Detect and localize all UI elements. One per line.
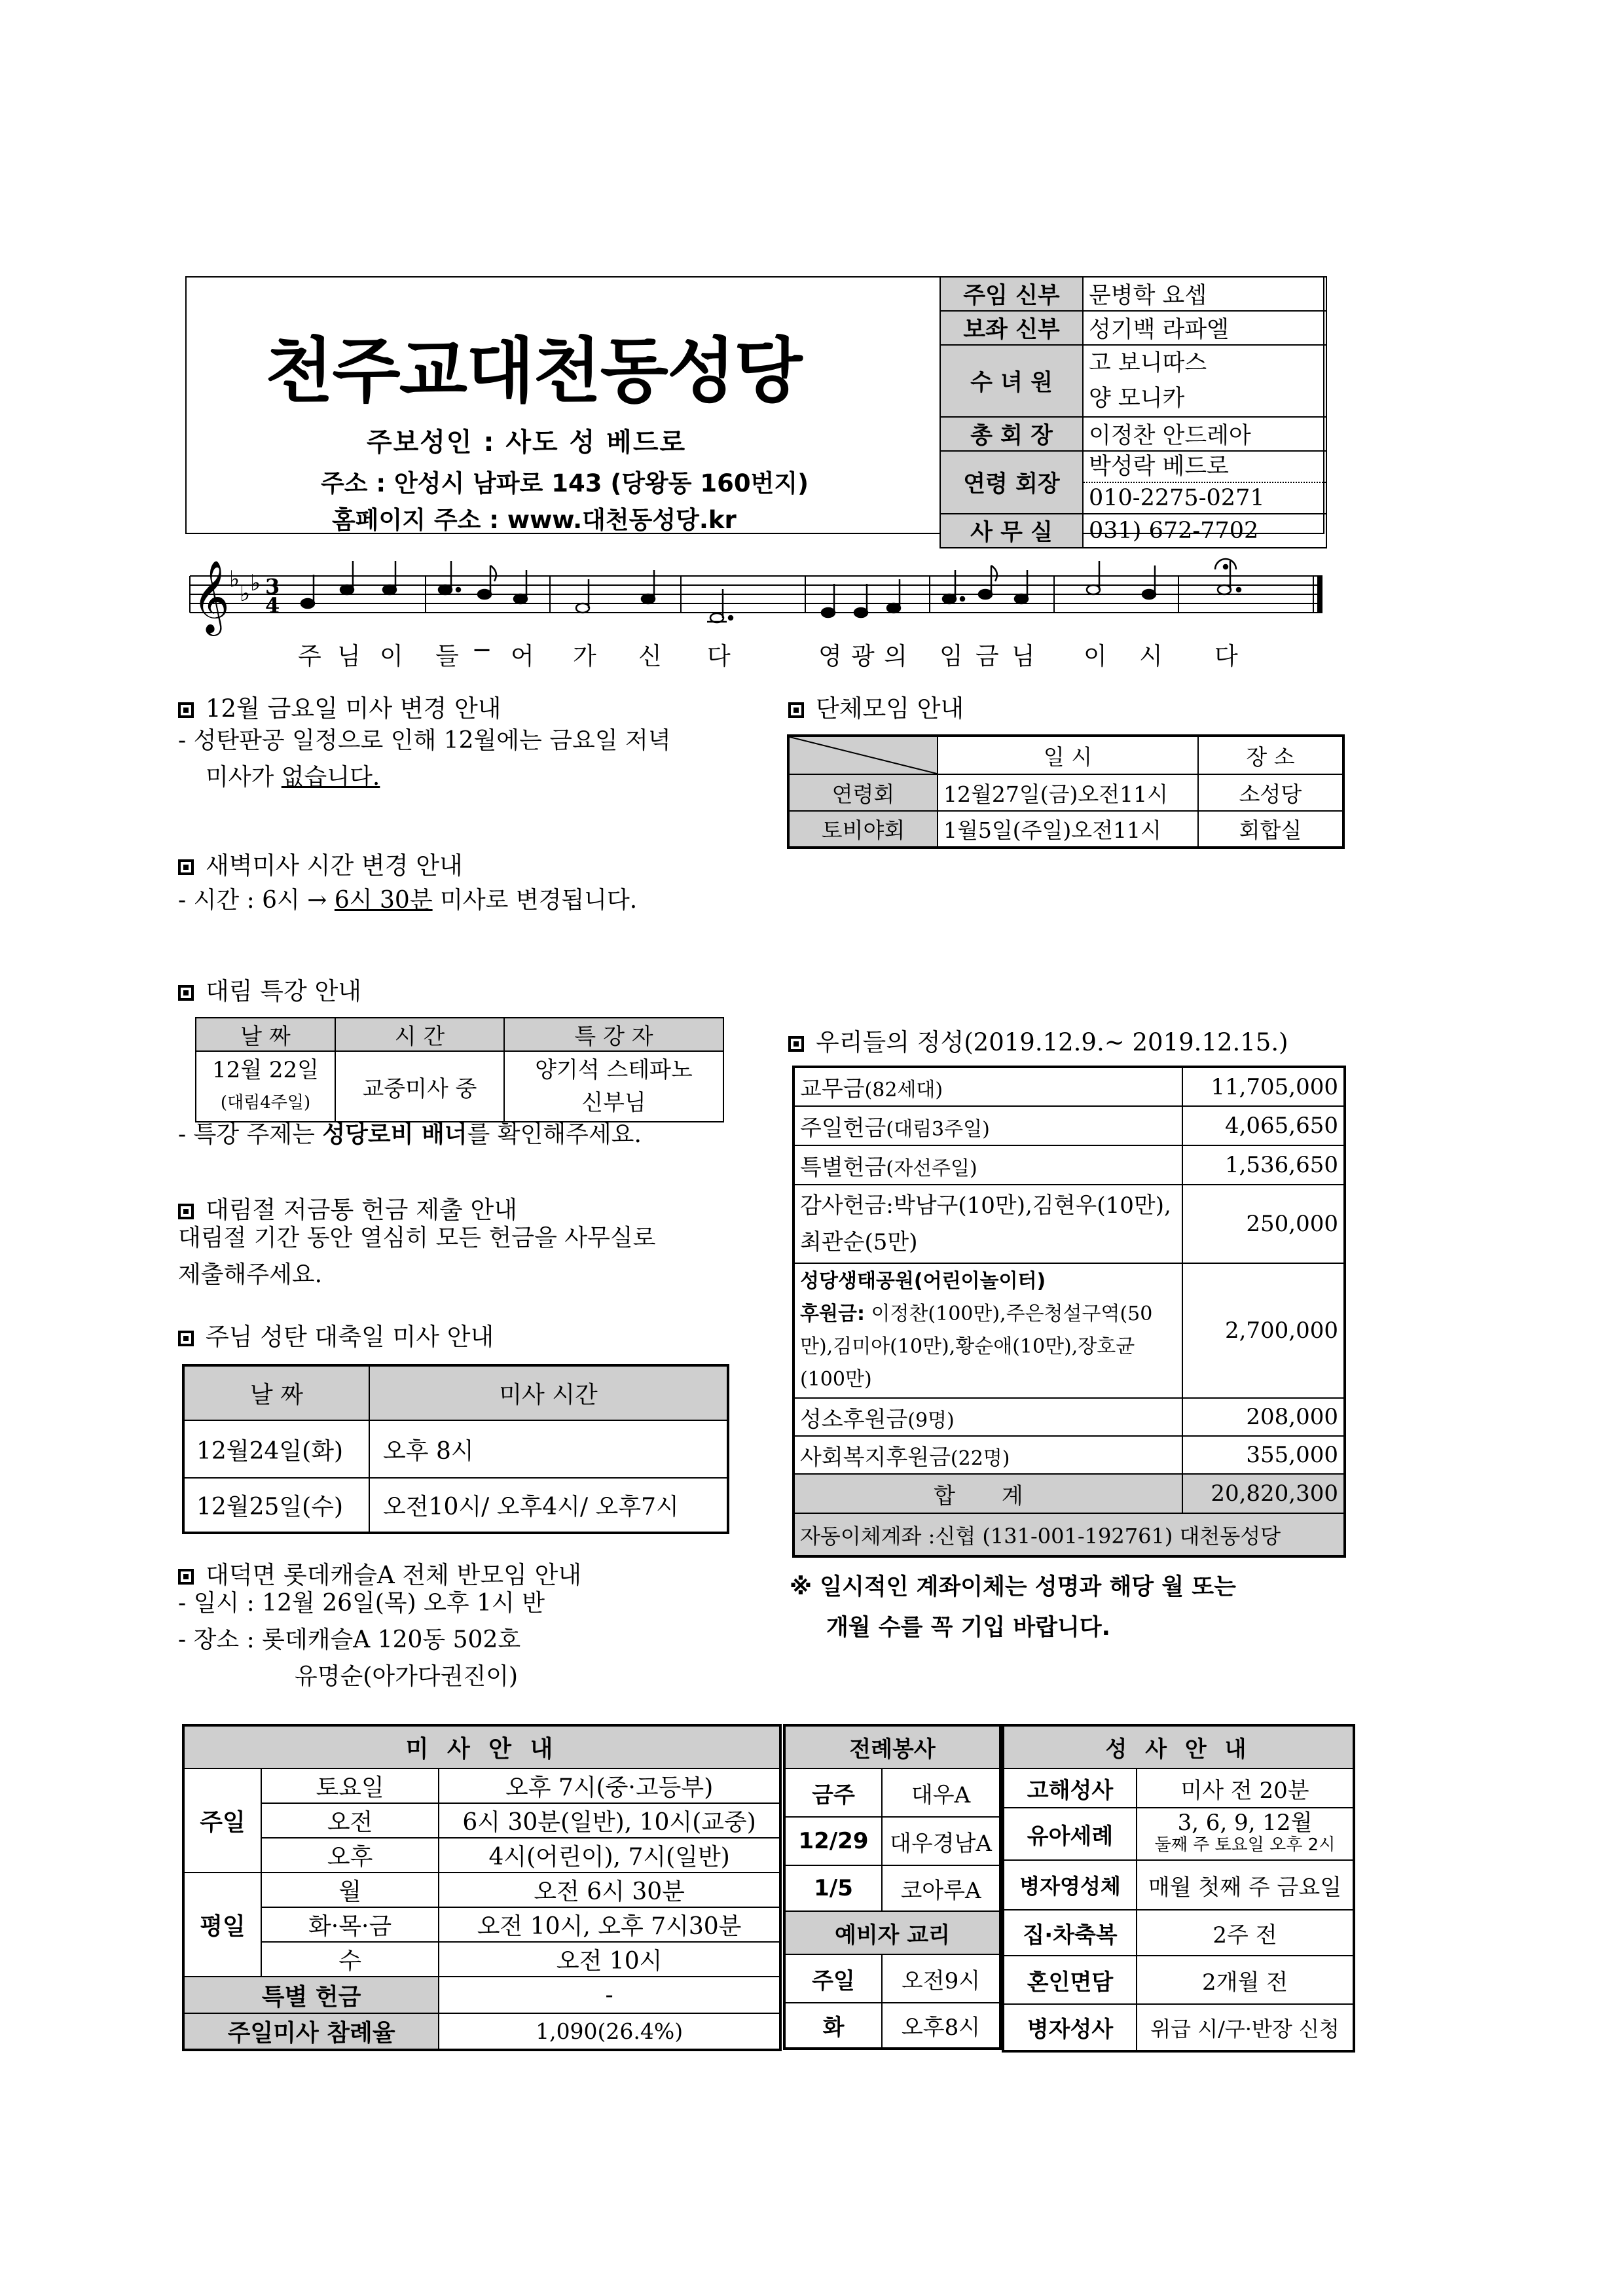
column-header: 일 시: [938, 736, 1198, 774]
sacrament-info: 둘째 주 토요일 오후 2시: [1154, 1835, 1336, 1855]
mass-time: 4시(어린이), 7시(일반): [439, 1838, 780, 1873]
liturgy-date: 1/5: [784, 1865, 882, 1911]
flat-sign-icon: ♭: [229, 566, 240, 592]
sacrament-name: 고해성사: [1003, 1768, 1137, 1808]
staff-role: 수 녀 원: [940, 345, 1083, 417]
staff-role: 사 무 실: [940, 514, 1083, 548]
mass-date: 12월24일(화): [183, 1420, 369, 1478]
bullet-square-icon: [788, 1036, 804, 1052]
staff-name: 성기백 라파엘: [1083, 311, 1326, 345]
homepage: 홈페이지 주소 : www.대천동성당.kr: [332, 506, 737, 534]
offering-label: 후원금:: [800, 1302, 865, 1325]
sacrament-info: 위급 시/구·반장 신청: [1137, 2004, 1354, 2051]
offering-detail: (대림3주일): [886, 1117, 990, 1141]
staff-role: 연령 회장: [940, 451, 1083, 514]
mass-day: 오전: [261, 1803, 439, 1838]
offering-detail: (자선주일): [886, 1157, 977, 1180]
christmas-mass-table: [182, 1364, 729, 1534]
offerings-table: [792, 1066, 1346, 1558]
sacrament-name: 유아세례: [1003, 1808, 1137, 1860]
offering-label: 성당생태공원(어린이놀이터): [800, 1270, 1046, 1293]
lyric-syllable: 들: [435, 642, 459, 670]
sacrament-info: 2주 전: [1137, 1910, 1354, 1956]
offering-label: 교무금: [800, 1076, 865, 1102]
catechism-time: 오후8시: [882, 2003, 1000, 2049]
sacrament-name: 혼인면담: [1003, 1956, 1137, 2004]
group-name: 토비야회: [788, 811, 938, 848]
sacrament-info: 매월 첫째 주 금요일: [1137, 1860, 1354, 1910]
group-schedule-table: [787, 734, 1345, 849]
lyric-syllable: 이: [380, 642, 403, 670]
bullet-square-icon: [178, 1331, 194, 1346]
mass-day: 수: [261, 1942, 439, 1977]
offering-amount: 355,000: [1182, 1436, 1345, 1474]
offering-label: 성소후원금: [800, 1406, 908, 1433]
staff-name: 박성락 베드로: [1084, 452, 1326, 483]
weekday-label: 평일: [183, 1873, 261, 1977]
lyric-syllable: 어: [511, 642, 534, 670]
sacraments-title: 성 사 안 내: [1003, 1725, 1354, 1768]
advent-lecture-table: [195, 1017, 724, 1122]
offering-detail: (22명): [950, 1446, 1010, 1470]
transfer-account: 자동이체계좌 :신협 (131-001-192761) 대천동성당: [793, 1513, 1345, 1556]
staff-name: 양 모니카: [1089, 386, 1185, 412]
lyric-syllable: 주: [298, 642, 321, 670]
mass-day: 화·목·금: [261, 1907, 439, 1942]
sunday-label: 주일: [183, 1768, 261, 1873]
mass-guide-title: 미 사 안 내: [183, 1725, 780, 1768]
advent-lecture-note: - 특강 주제는 성당로비 배너를 확인해주세요.: [178, 1121, 642, 1148]
group-place: 소성당: [1198, 774, 1343, 811]
offering-label: 주일헌금: [800, 1115, 886, 1141]
header-box: [185, 276, 1324, 546]
offering-amount: 208,000: [1182, 1398, 1345, 1436]
liturgy-date: 12/29: [784, 1817, 882, 1865]
advent-lecture-title: 대림 특강 안내: [178, 971, 361, 1007]
offering-amount: 250,000: [1182, 1185, 1345, 1263]
sacrament-info: 미사 전 20분: [1137, 1768, 1354, 1808]
lyric-syllable: 님: [337, 642, 361, 670]
staff-name: 이정찬 안드레아: [1083, 417, 1326, 451]
lyric-syllable: 시: [1139, 642, 1163, 670]
flat-sign-icon: ♭: [240, 581, 251, 607]
lyric-syllable: 임: [939, 642, 963, 670]
bullet-square-icon: [788, 702, 804, 718]
dawn-mass-text: - 시간 : 6시 → 6시 30분 미사로 변경됩니다.: [178, 887, 638, 914]
catechism-title: 예비자 교리: [784, 1911, 1000, 1954]
mass-date: 12월25일(수): [183, 1478, 369, 1533]
lyric-syllable: ─: [475, 636, 490, 664]
column-header: 미사 시간: [369, 1365, 728, 1420]
column-header: 특 강 자: [504, 1018, 723, 1051]
christmas-mass-title: 주님 성탄 대축일 미사 안내: [178, 1317, 494, 1352]
column-header: 시 간: [335, 1018, 504, 1051]
bullet-square-icon: [178, 985, 194, 1001]
bullet-square-icon: [178, 1569, 194, 1585]
group-place: 회합실: [1198, 811, 1343, 848]
lyric-syllable: 다: [1214, 642, 1238, 670]
dawn-mass-title: 새벽미사 시간 변경 안내: [178, 846, 463, 881]
lecture-date: 12월 22일: [211, 1057, 319, 1083]
mass-day: 오후: [261, 1838, 439, 1873]
offering-detail: :박남구(10만),김현우(10만),최관순(5만): [800, 1193, 1171, 1255]
liturgy-table: [783, 1724, 1002, 2050]
liturgy-team: 대우A: [882, 1768, 1000, 1817]
catechism-time: 오전9시: [882, 1954, 1000, 2003]
group-datetime: 1월5일(주일)오전11시: [938, 811, 1198, 848]
lecture-date-sub: (대림4주일): [220, 1093, 311, 1113]
lecture-time: 교중미사 중: [335, 1051, 504, 1122]
liturgy-title: 전례봉사: [784, 1725, 1000, 1768]
group-meeting-text: - 일시 : 12월 26일(목) 오후 1시 반 - 장소 : 롯데캐슬A 120동 502호 유명순(아가다권진이): [178, 1590, 545, 1690]
lyric-syllable: 이: [1084, 642, 1107, 670]
liturgy-date: 금주: [784, 1768, 882, 1817]
mass-time: 오전 10시, 오후 7시30분: [439, 1907, 780, 1942]
offering-detail: (9명): [907, 1408, 955, 1432]
offering-label: 특별헌금: [800, 1154, 886, 1181]
bullet-square-icon: [178, 702, 194, 718]
transfer-notice: ※ 일시적인 계좌이체는 성명과 해당 월 또는 개월 수를 꼭 기입 바랍니다.: [790, 1574, 1236, 1641]
savings-box-text: 대림절 기간 동안 열심히 모든 헌금을 사무실로 제출해주세요.: [178, 1225, 656, 1288]
catechism-day: 주일: [784, 1954, 882, 2003]
column-header: 날 짜: [183, 1365, 369, 1420]
offering-detail: (82세대): [864, 1079, 943, 1102]
lecture-speaker: 신부님: [581, 1090, 646, 1116]
mass-time: 오전 6시 30분: [439, 1873, 780, 1907]
bullet-square-icon: [178, 859, 194, 875]
offering-label: 감사헌금: [800, 1193, 886, 1219]
staff-name: 031) 672-7702: [1083, 514, 1326, 548]
time-signature: 3: [265, 574, 280, 599]
sacrament-name: 병자영성체: [1003, 1860, 1137, 1910]
hymn-lyrics: [183, 636, 1336, 670]
friday-mass-title: 12월 금요일 미사 변경 안내: [178, 689, 501, 724]
sacrament-name: 병자성사: [1003, 2004, 1137, 2051]
staff-role: 주임 신부: [940, 277, 1083, 311]
bullet-square-icon: [178, 1204, 194, 1219]
mass-time: 오후 8시: [369, 1420, 728, 1478]
church-name: 천주교대천동성당: [265, 331, 801, 412]
sacraments-table: [1002, 1724, 1355, 2053]
mass-time: 6시 30분(일반), 10시(교중): [439, 1803, 780, 1838]
staff-role: 보좌 신부: [940, 311, 1083, 345]
group-schedule-title: 단체모임 안내: [788, 689, 964, 724]
special-offering-label: 특별 헌금: [183, 1977, 439, 2013]
offering-total-label: 합 계: [793, 1474, 1182, 1513]
lyric-syllable: 영: [818, 642, 842, 670]
flat-sign-icon: ♭: [250, 570, 261, 596]
column-header: 장 소: [1198, 736, 1343, 774]
staff-role: 총 회 장: [940, 417, 1083, 451]
attendance-label: 주일미사 참례율: [183, 2013, 439, 2050]
staff-phone: 010-2275-0271: [1089, 485, 1265, 511]
staff-table: [939, 276, 1327, 548]
offering-amount: 4,065,650: [1182, 1106, 1345, 1145]
group-name: 연령회: [788, 774, 938, 811]
lyric-syllable: 가: [573, 642, 596, 670]
staff-name: 문병학 요셉: [1083, 277, 1326, 311]
sacrament-info: 2개월 전: [1137, 1956, 1354, 2004]
column-header: 날 짜: [196, 1018, 335, 1051]
offering-label: 사회복지후원금: [800, 1444, 951, 1471]
lyric-syllable: 광: [851, 642, 875, 670]
offering-amount: 2,700,000: [1182, 1263, 1345, 1398]
lyric-syllable: 금: [976, 642, 999, 670]
liturgy-team: 코아루A: [882, 1865, 1000, 1911]
friday-mass-text: - 성탄판공 일정으로 인해 12월에는 금요일 저녁 미사가 없습니다.: [178, 727, 671, 791]
offering-total: 20,820,300: [1182, 1474, 1345, 1513]
sacrament-name: 집·차축복: [1003, 1910, 1137, 1956]
lecture-speaker: 양기석 스테파노: [535, 1057, 693, 1083]
mass-guide-table: [182, 1724, 782, 2051]
offering-amount: 1,536,650: [1182, 1145, 1345, 1185]
lyric-syllable: 신: [638, 642, 662, 670]
attendance-value: 1,090(26.4%): [439, 2013, 780, 2050]
patron-saint: 주보성인 : 사도 성 베드로: [367, 427, 687, 457]
special-offering-value: -: [439, 1977, 780, 2013]
savings-box-title: 대림절 저금통 헌금 제출 안내: [178, 1190, 517, 1225]
offering-detail: 이정찬(100만),주은청설구역(50만),김미아(10만),황순애(10만),장호균(100만): [800, 1302, 1153, 1391]
catechism-day: 화: [784, 2003, 882, 2049]
lyric-syllable: 다: [707, 642, 731, 670]
group-datetime: 12월27일(금)오전11시: [938, 774, 1198, 811]
sacrament-info: 3, 6, 9, 12월: [1177, 1810, 1313, 1836]
offerings-title: 우리들의 정성(2019.12.9.~ 2019.12.15.): [788, 1022, 1288, 1058]
mass-time: 오전 10시: [439, 1942, 780, 1977]
mass-time: 오후 7시(중·고등부): [439, 1768, 780, 1803]
time-signature: 4: [265, 593, 280, 618]
offering-amount: 11,705,000: [1182, 1067, 1345, 1106]
mass-time: 오전10시/ 오후4시/ 오후7시: [369, 1478, 728, 1533]
staff-name: 고 보니따스: [1089, 350, 1207, 376]
mass-day: 토요일: [261, 1768, 439, 1803]
lyric-syllable: 님: [1012, 642, 1035, 670]
mass-day: 월: [261, 1873, 439, 1907]
group-meeting-title: 대덕면 롯데캐슬A 전체 반모임 안내: [178, 1555, 581, 1590]
treble-clef-icon: 𝄞: [192, 560, 230, 633]
lyric-syllable: 의: [884, 642, 907, 670]
liturgy-team: 대우경남A: [882, 1817, 1000, 1865]
address: 주소 : 안성시 남파로 143 (당왕동 160번지): [321, 469, 809, 497]
